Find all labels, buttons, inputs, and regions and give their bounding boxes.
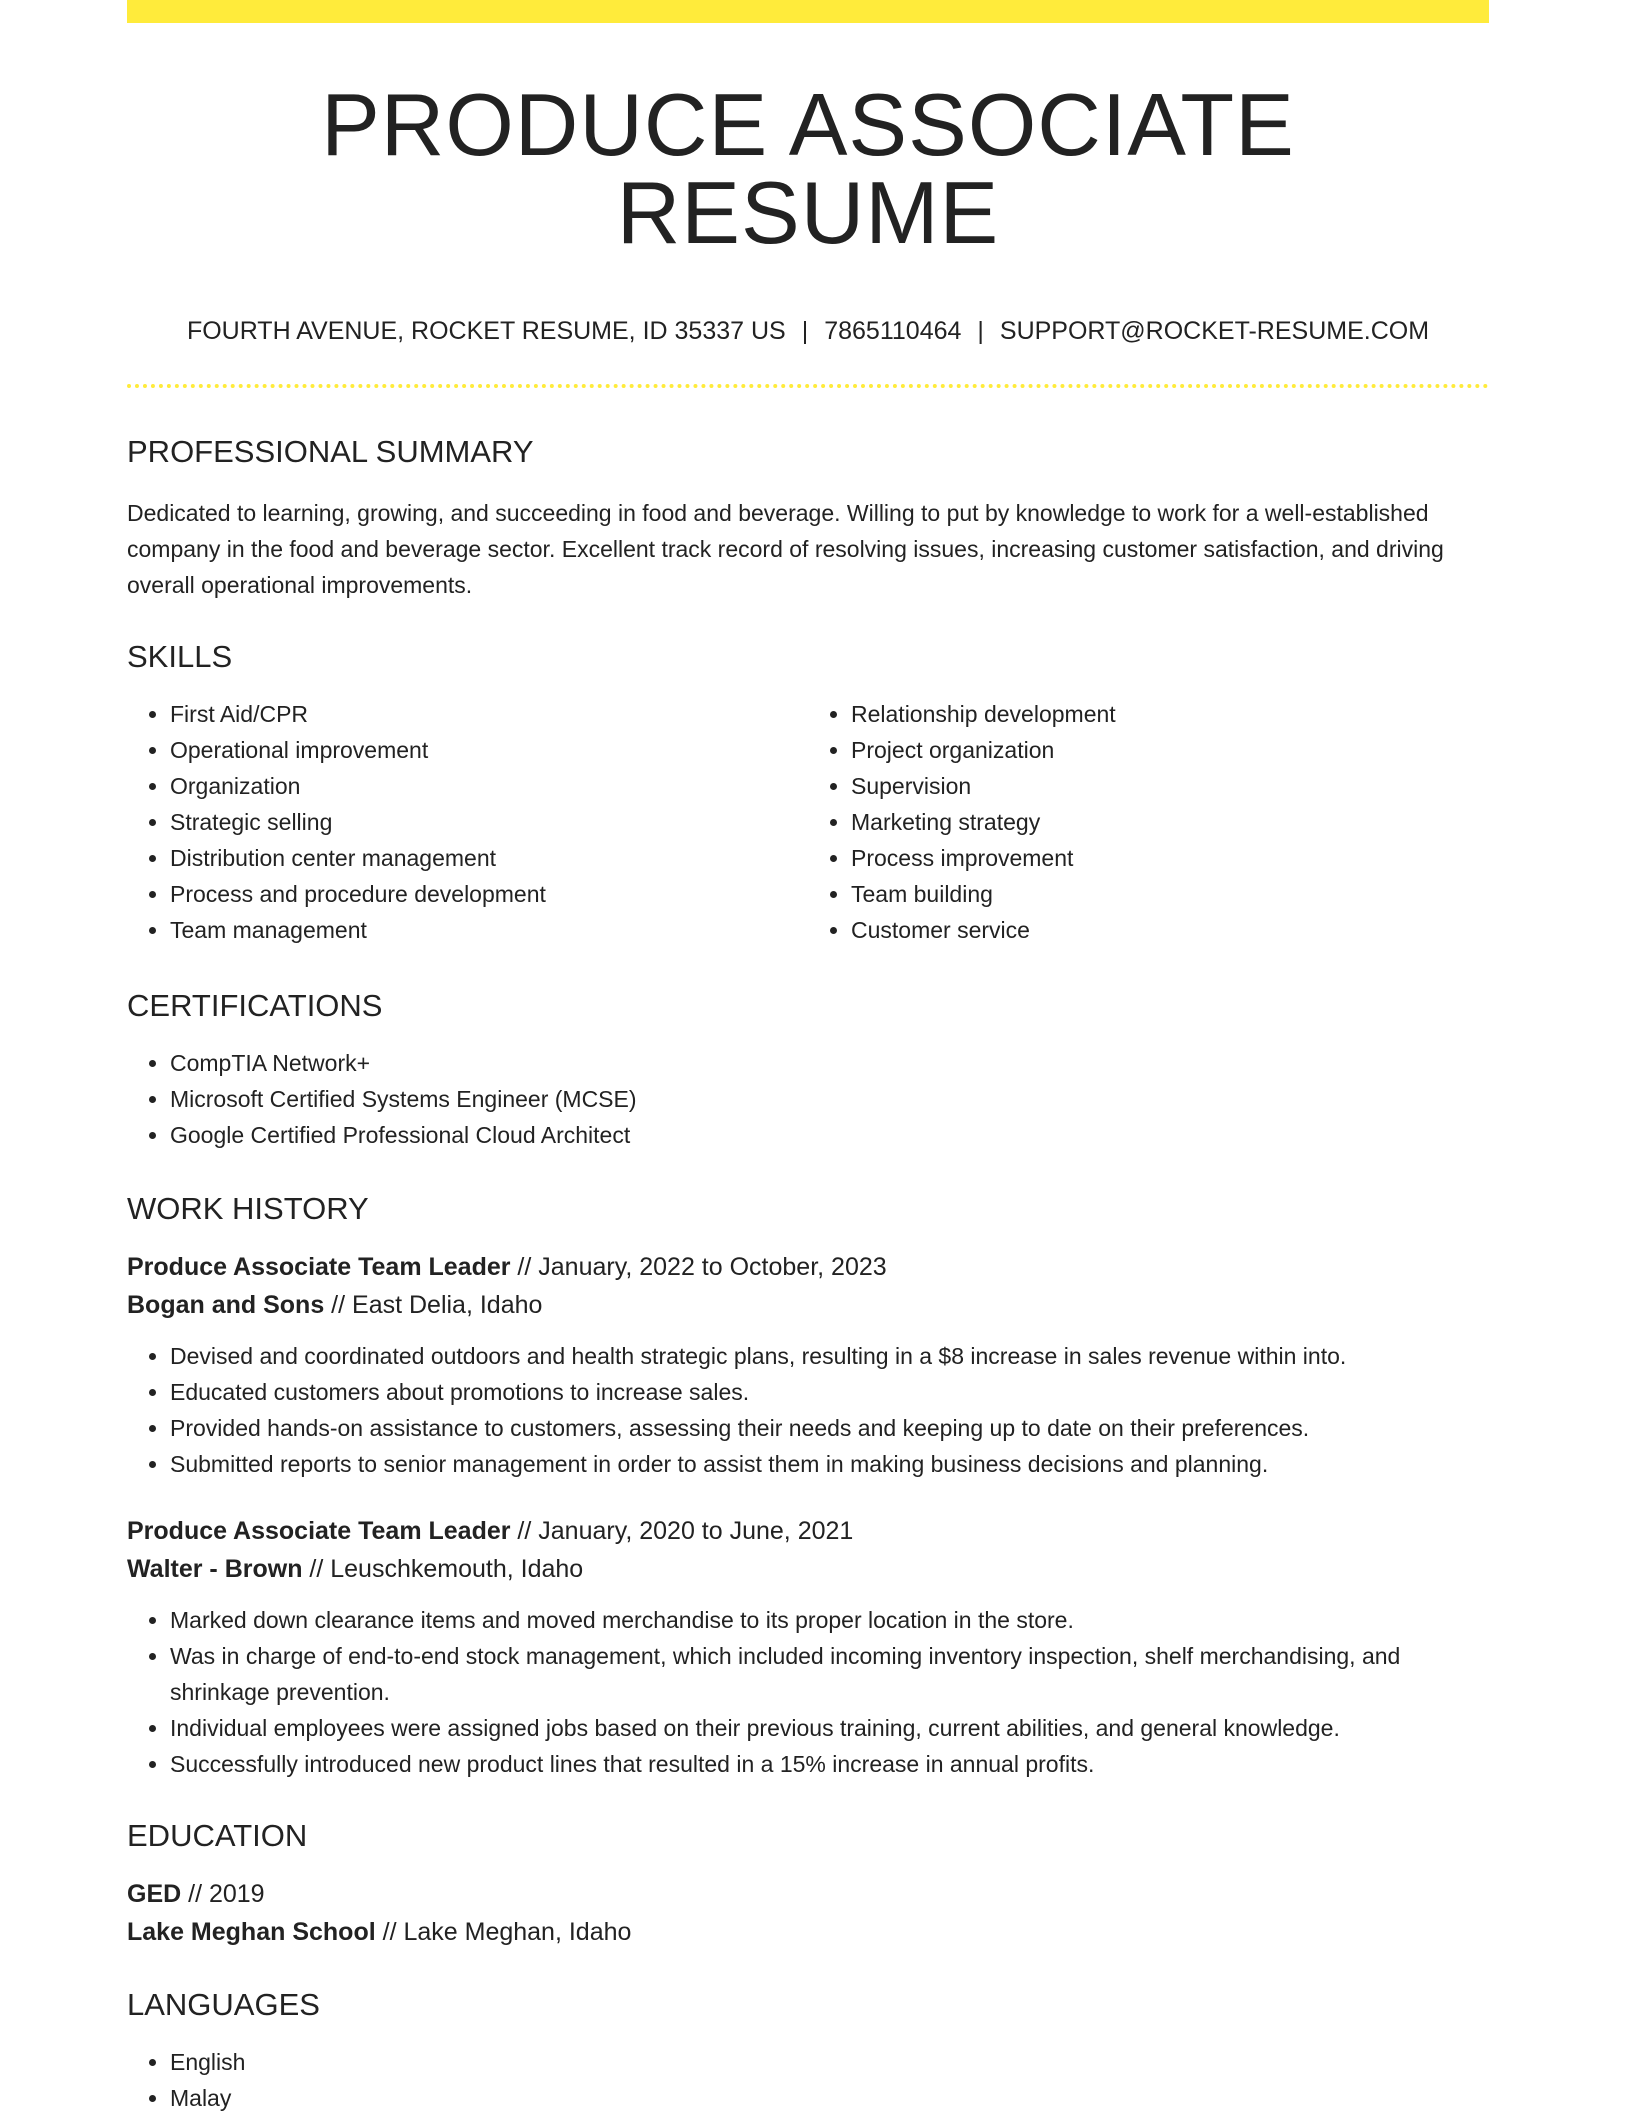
contact-separator: | — [801, 317, 809, 345]
education-degree-line — [127, 1875, 1489, 1913]
job-bullet: • Provided hands-on assistance to customers, assessing their needs and keeping up to date on their preferences. — [170, 1410, 1489, 1446]
skill-item: • Process and procedure development — [170, 876, 808, 912]
education-school-line — [127, 1913, 1489, 1951]
skills-right-list — [808, 696, 1489, 948]
accent-top-bar — [127, 0, 1489, 23]
job-location: // Leuschkemouth, Idaho — [302, 1555, 584, 1583]
job-bullet: • Was in charge of end-to-end stock management, which included incoming inventory inspection, shelf merchandising, and shrinkage prevention. — [170, 1638, 1489, 1710]
job-dates: // January, 2022 to October, 2023 — [510, 1253, 887, 1281]
job-role: Produce Associate Team Leader — [127, 1517, 511, 1545]
skill-item: • Strategic selling — [170, 804, 808, 840]
languages-heading: LANGUAGES — [127, 1987, 320, 2022]
job-bullet: • Individual employees were assigned jobs based on their previous training, current abilities, and general knowledge. — [170, 1710, 1489, 1746]
job-company: Walter - Brown — [127, 1555, 303, 1583]
job-bullet: • Devised and coordinated outdoors and health strategic plans, resulting in a $8 increase in sales revenue within into. — [170, 1338, 1489, 1374]
skill-item: • Customer service — [851, 912, 1489, 948]
job-role: Produce Associate Team Leader — [127, 1253, 511, 1281]
job-bullet: • Successfully introduced new product lines that resulted in a 15% increase in annual profits. — [170, 1746, 1489, 1782]
certification-item: • Microsoft Certified Systems Engineer (MCSE) — [170, 1081, 1489, 1117]
skill-item: • Project organization — [851, 732, 1489, 768]
job-bullet: • Educated customers about promotions to increase sales. — [170, 1374, 1489, 1410]
skill-item: • Operational improvement — [170, 732, 808, 768]
skill-item: • Relationship development — [851, 696, 1489, 732]
summary-text: Dedicated to learning, growing, and succeeding in food and beverage. Willing to put by knowledge to work for a well-established company in the food and beverage sector. Excellent track record of resolving issues, increasing customer satisfaction, and driving overall operational improvements. — [127, 500, 1444, 598]
certifications-heading: CERTIFICATIONS — [127, 988, 383, 1023]
education-degree: GED — [127, 1880, 182, 1908]
languages-list — [127, 2044, 1489, 2116]
dotted-divider — [127, 384, 1489, 388]
education-heading: EDUCATION — [127, 1818, 308, 1853]
skill-item: • Process improvement — [851, 840, 1489, 876]
skill-item: • First Aid/CPR — [170, 696, 808, 732]
resume-page — [127, 0, 1489, 2116]
skill-item: • Supervision — [851, 768, 1489, 804]
certification-item: • Google Certified Professional Cloud Architect — [170, 1117, 1489, 1153]
skill-item: • Team management — [170, 912, 808, 948]
education-location: // Lake Meghan, Idaho — [375, 1918, 632, 1946]
job-company-line — [127, 1286, 1489, 1324]
contact-email: SUPPORT@ROCKET-RESUME.COM — [999, 317, 1430, 345]
language-item: • Malay — [170, 2080, 1489, 2116]
job-location: // East Delia, Idaho — [324, 1291, 543, 1319]
page-title: PRODUCE ASSOCIATE RESUME — [321, 75, 1295, 262]
job-bullets — [127, 1602, 1489, 1782]
job-dates: // January, 2020 to June, 2021 — [510, 1517, 854, 1545]
job-entry — [127, 1512, 1489, 1782]
job-title-line — [127, 1248, 1489, 1286]
summary-heading: PROFESSIONAL SUMMARY — [127, 434, 534, 469]
education-school: Lake Meghan School — [127, 1918, 376, 1946]
skill-item: • Team building — [851, 876, 1489, 912]
certifications-list — [127, 1045, 1489, 1153]
job-bullet: • Submitted reports to senior management in order to assist them in making business decisions and planning. — [170, 1446, 1489, 1482]
contact-phone: 7865110464 — [824, 317, 962, 345]
skill-item: • Marketing strategy — [851, 804, 1489, 840]
education-entry — [127, 1875, 1489, 1951]
contact-separator: | — [977, 317, 984, 345]
skill-item: • Distribution center management — [170, 840, 808, 876]
job-company: Bogan and Sons — [127, 1291, 325, 1319]
job-title-line — [127, 1512, 1489, 1550]
contact-line — [127, 319, 1489, 344]
job-bullets — [127, 1338, 1489, 1482]
certification-item: • CompTIA Network+ — [170, 1045, 1489, 1081]
skills-left-list — [127, 696, 808, 948]
job-company-line — [127, 1550, 1489, 1588]
contact-address: FOURTH AVENUE, ROCKET RESUME, ID 35337 US — [186, 317, 786, 345]
work-history-heading: WORK HISTORY — [127, 1191, 369, 1226]
language-item: • English — [170, 2044, 1489, 2080]
skills-columns — [127, 696, 1489, 948]
job-entry — [127, 1248, 1489, 1482]
job-bullet: • Marked down clearance items and moved merchandise to its proper location in the store. — [170, 1602, 1489, 1638]
skill-item: • Organization — [170, 768, 808, 804]
skills-heading: SKILLS — [127, 639, 233, 674]
education-year: // 2019 — [181, 1880, 265, 1908]
